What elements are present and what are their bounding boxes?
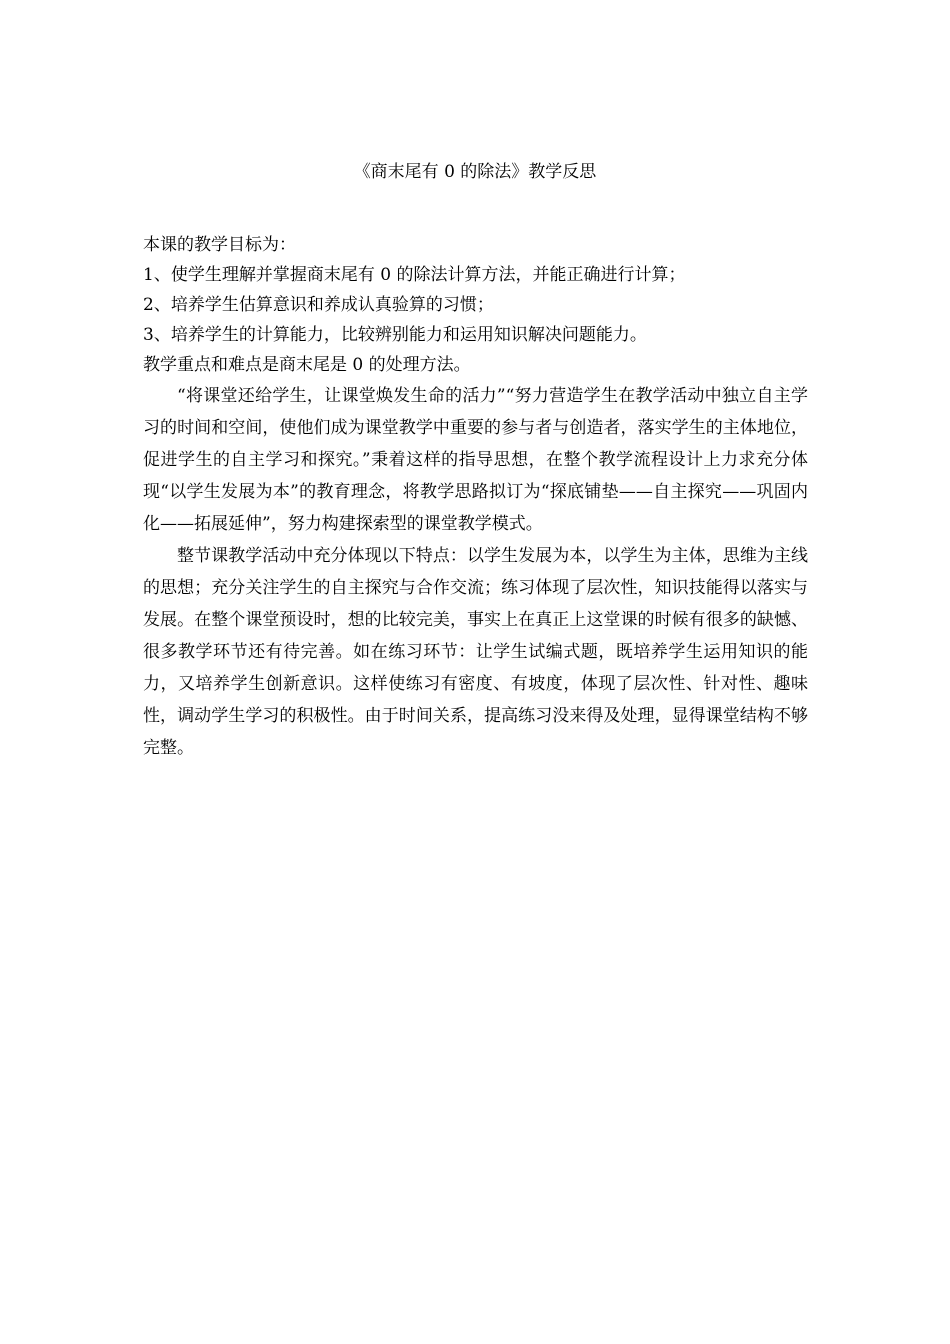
objectives-heading: 本课的教学目标为： (143, 235, 296, 255)
objective-item-1: 1、使学生理解并掌握商末尾有 0 的除法计算方法，并能正确进行计算； (143, 265, 686, 285)
objective-item-3: 3、培养学生的计算能力，比较辨别能力和运用知识解决问题能力。 (143, 325, 647, 345)
objective-item-2: 2、培养学生估算意识和养成认真验算的习惯； (143, 295, 494, 315)
key-points-line: 教学重点和难点是商末尾是 0 的处理方法。 (143, 355, 471, 375)
body-paragraph-1: “将课堂还给学生，让课堂焕发生命的活力”“努力营造学生在教学活动中独立自主学习的时间和空间，使他们成为课堂教学中重要的参与者与创造者，落实学生的主体地位，促进学生的自主学习和探究。”秉着这样的指导思想，在整个教学流程设计上力求充分体现“以学生发展为本”的教育理念，将教学思路拟订为“探底铺垫——自主探究——巩固内化——拓展延伸”，努力构建探索型的课堂教学模式。 (143, 386, 808, 534)
body-paragraph-2: 整节课教学活动中充分体现以下特点：以学生发展为本，以学生为主体，思维为主线的思想；充分关注学生的自主探究与合作交流；练习体现了层次性，知识技能得以落实与发展。在整个课堂预设时，想的比较完美，事实上在真正上这堂课的时候有很多的缺憾、很多教学环节还有待完善。如在练习环节：让学生试编式题，既培养学生运用知识的能力，又培养学生创新意识。这样使练习有密度、有坡度，体现了层次性、针对性、趣味性，调动学生学习的积极性。由于时间关系，提高练习没来得及处理，显得课堂结构不够完整。 (143, 546, 808, 758)
document-body (143, 230, 808, 764)
document-title: 《商末尾有 0 的除法》教学反思 (353, 162, 597, 182)
